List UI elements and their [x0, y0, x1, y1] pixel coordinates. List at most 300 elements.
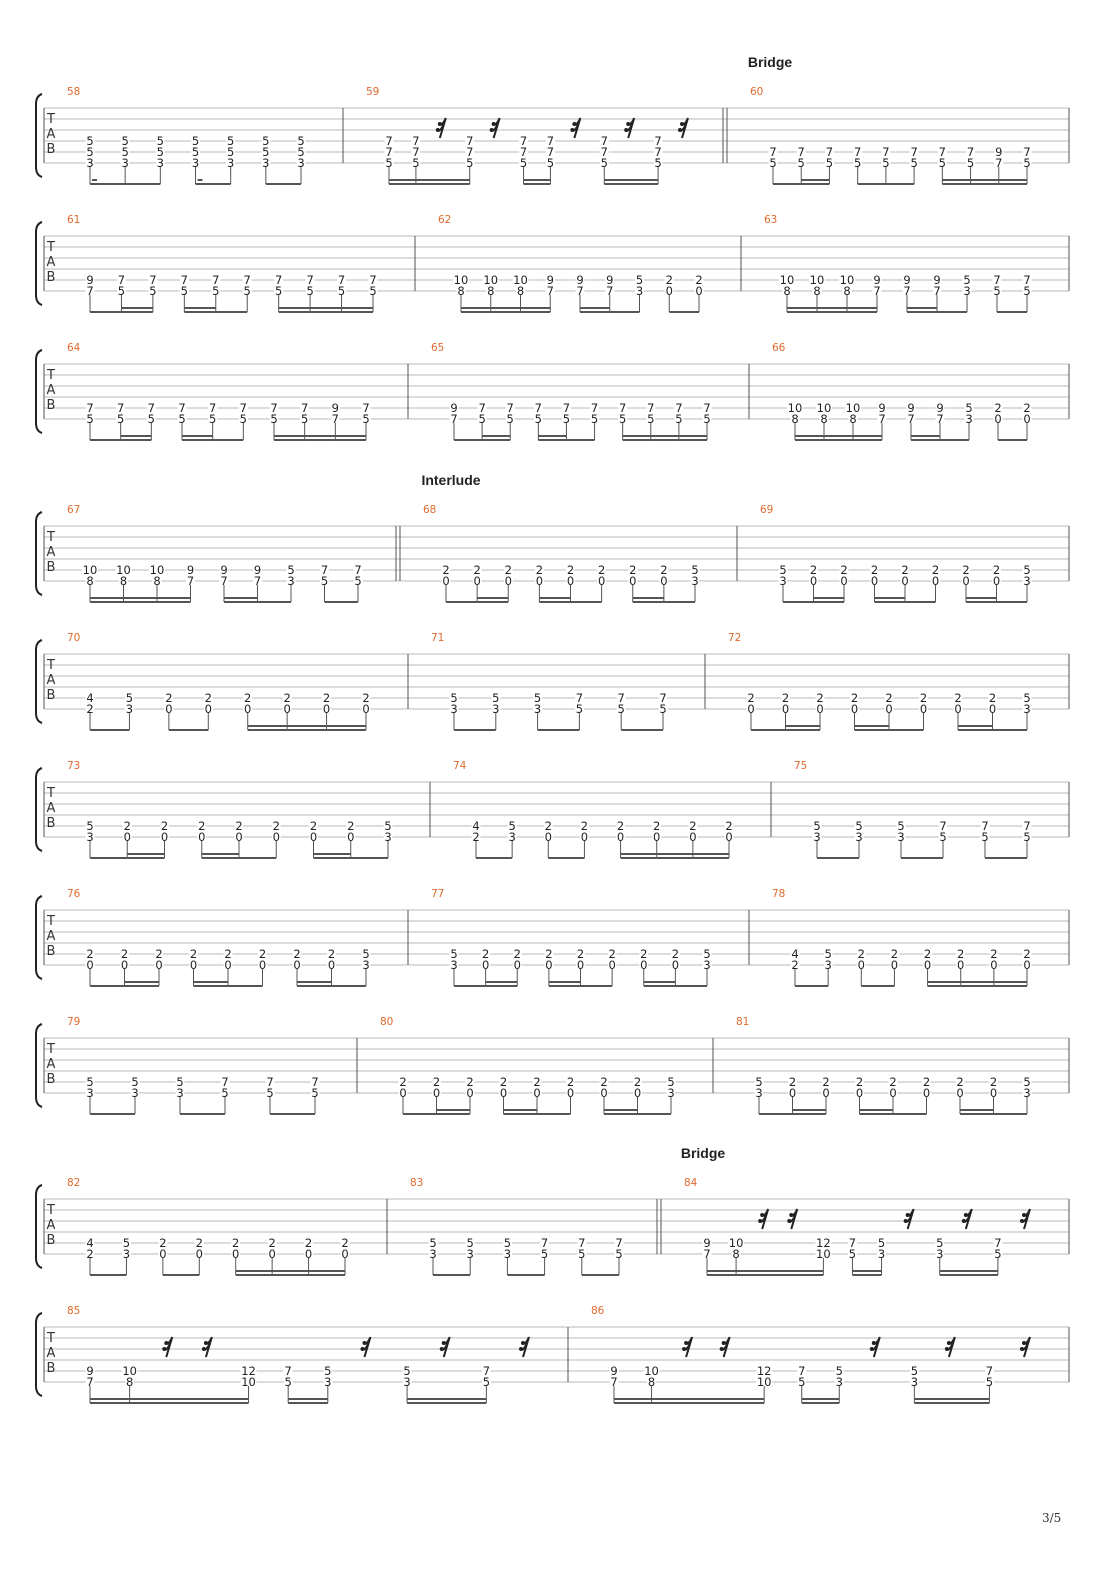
- fret-number: 2: [653, 819, 661, 833]
- fret-number: 7: [270, 401, 278, 415]
- fret-number: 7: [117, 401, 125, 415]
- fret-number: 5: [508, 819, 516, 833]
- fret-number: 7: [149, 273, 157, 287]
- fret-number: 2: [189, 947, 198, 961]
- fret-number: 0: [671, 958, 680, 972]
- fret-number: 12: [241, 1364, 256, 1378]
- fret-number: 2: [362, 691, 370, 705]
- fret-number: 5: [993, 284, 1001, 298]
- fret-number: 0: [159, 1247, 167, 1261]
- fret-number: 4: [472, 819, 480, 833]
- fret-number: 5: [939, 830, 947, 844]
- fret-number: 3: [86, 830, 94, 844]
- fret-number: 0: [665, 284, 673, 298]
- fret-number: 5: [1023, 563, 1031, 577]
- fret-number: 2: [922, 1075, 931, 1089]
- fret-number: 7: [769, 145, 777, 159]
- fret-number: 5: [86, 145, 94, 159]
- fret-number: 0: [822, 1086, 830, 1100]
- fret-number: 0: [473, 574, 481, 588]
- fret-number: 2: [309, 819, 318, 833]
- sixteenth-rest: [720, 1337, 730, 1357]
- measure-number: 81: [736, 1016, 750, 1028]
- fret-number: 9: [936, 401, 944, 415]
- fret-number: 2: [855, 1075, 864, 1089]
- page-number: 3/5: [1042, 1511, 1062, 1525]
- fret-number: 2: [665, 273, 673, 287]
- fret-number: 2: [857, 947, 865, 961]
- fret-number: 7: [578, 1236, 586, 1250]
- tab-clef-letter: B: [46, 1361, 56, 1376]
- fret-number: 2: [840, 563, 848, 577]
- fret-number: 2: [322, 691, 331, 705]
- fret-number: 8: [732, 1247, 740, 1261]
- fret-number: 5: [362, 947, 370, 961]
- fret-number: 0: [235, 830, 243, 844]
- fret-number: 7: [482, 1364, 491, 1378]
- fret-number: 9: [546, 273, 554, 287]
- fret-number: 10: [122, 1364, 137, 1378]
- fret-number: 7: [882, 145, 890, 159]
- fret-number: 9: [907, 401, 915, 415]
- sixteenth-rest: [904, 1209, 914, 1229]
- tab-clef-letter: A: [46, 1346, 56, 1361]
- fret-number: 7: [576, 284, 584, 298]
- fret-number: 7: [178, 401, 186, 415]
- fret-number: 0: [957, 958, 965, 972]
- fret-number: 3: [533, 702, 542, 716]
- fret-number: 0: [399, 1086, 407, 1100]
- fret-number: 9: [606, 273, 614, 287]
- fret-number: 2: [962, 563, 970, 577]
- fret-number: 3: [297, 156, 305, 170]
- fret-number: 2: [513, 947, 521, 961]
- fret-number: 2: [850, 691, 859, 705]
- fret-number: 2: [198, 819, 206, 833]
- fret-number: 2: [545, 947, 553, 961]
- fret-number: 0: [989, 1086, 998, 1100]
- fret-number: 5: [635, 273, 644, 287]
- fret-number: 2: [600, 1075, 608, 1089]
- fret-number: 10: [845, 401, 861, 415]
- tab-clef-letter: A: [46, 929, 56, 944]
- fret-number: 5: [503, 1236, 512, 1250]
- fret-number: 3: [1023, 574, 1031, 588]
- fret-number: 7: [825, 145, 834, 159]
- fret-number: 0: [809, 574, 818, 588]
- fret-number: 5: [703, 947, 711, 961]
- fret-number: 5: [1023, 284, 1031, 298]
- fret-number: 3: [287, 574, 295, 588]
- fret-number: 2: [1023, 947, 1031, 961]
- fret-number: 7: [212, 273, 220, 287]
- fret-number: 0: [956, 1086, 964, 1100]
- measure-number: 74: [453, 760, 467, 772]
- fret-number: 2: [304, 1236, 313, 1250]
- fret-number: 4: [86, 691, 94, 705]
- fret-number: 9: [86, 273, 94, 287]
- fret-number: 5: [835, 1364, 843, 1378]
- fret-number: 3: [503, 1247, 512, 1261]
- fret-number: 5: [156, 145, 164, 159]
- fret-number: 7: [534, 401, 542, 415]
- fret-number: 7: [209, 401, 217, 415]
- fret-number: 5: [600, 156, 608, 170]
- fret-number: 0: [889, 1086, 897, 1100]
- fret-number: 5: [910, 1364, 919, 1378]
- fret-number: 5: [654, 156, 662, 170]
- fret-number: 7: [450, 412, 458, 426]
- fret-number: 7: [546, 145, 555, 159]
- fret-number: 5: [769, 156, 777, 170]
- fret-number: 0: [232, 1247, 240, 1261]
- fret-number: 2: [992, 563, 1001, 577]
- fret-number: 7: [1023, 819, 1031, 833]
- fret-number: 0: [994, 412, 1002, 426]
- system-bracket: [36, 222, 42, 305]
- fret-number: 2: [499, 1075, 508, 1089]
- fret-number: 2: [86, 947, 94, 961]
- fret-number: 10: [816, 401, 832, 415]
- fret-number: 5: [1023, 156, 1031, 170]
- fret-number: 5: [936, 1236, 944, 1250]
- fret-number: 2: [544, 819, 552, 833]
- fret-number: 5: [466, 156, 474, 170]
- fret-number: 2: [195, 1236, 203, 1250]
- fret-number: 7: [590, 401, 599, 415]
- fret-number: 7: [654, 134, 662, 148]
- system-bracket: [36, 768, 42, 851]
- fret-number: 5: [755, 1075, 763, 1089]
- fret-number: 3: [855, 830, 863, 844]
- fret-number: 7: [275, 273, 283, 287]
- fret-number: 7: [654, 145, 662, 159]
- measure-number: 66: [772, 342, 786, 354]
- tab-clef-letter: B: [46, 1072, 56, 1087]
- measure-number: 69: [760, 504, 774, 516]
- fret-number: 8: [849, 412, 857, 426]
- fret-number: 5: [86, 819, 94, 833]
- fret-number: 2: [232, 1236, 240, 1250]
- sixteenth-rest: [162, 1337, 172, 1357]
- fret-number: 2: [689, 819, 697, 833]
- fret-number: 8: [487, 284, 495, 298]
- fret-number: 7: [873, 284, 881, 298]
- fret-number: 8: [153, 574, 161, 588]
- measure-number: 70: [67, 632, 81, 644]
- fret-number: 7: [540, 1236, 549, 1250]
- fret-number: 5: [191, 145, 200, 159]
- fret-number: 2: [629, 563, 637, 577]
- fret-number: 3: [691, 574, 699, 588]
- measure-number: 59: [366, 86, 380, 98]
- system-bracket: [36, 350, 42, 433]
- fret-number: 7: [86, 284, 94, 298]
- fret-number: 0: [919, 702, 928, 716]
- fret-number: 7: [1023, 273, 1031, 287]
- fret-number: 3: [121, 156, 129, 170]
- fret-number: 5: [243, 284, 251, 298]
- fret-number: 7: [981, 819, 989, 833]
- fret-number: 10: [816, 1247, 831, 1261]
- fret-number: 0: [992, 574, 1001, 588]
- fret-number: 3: [156, 156, 164, 170]
- fret-number: 7: [284, 1364, 292, 1378]
- fret-number: 7: [243, 273, 251, 287]
- fret-number: 0: [481, 958, 490, 972]
- fret-number: 5: [938, 156, 946, 170]
- fret-number: 7: [600, 134, 608, 148]
- fret-number: 0: [781, 702, 790, 716]
- fret-number: 5: [824, 947, 832, 961]
- fret-number: 3: [324, 1375, 332, 1389]
- fret-number: 2: [442, 563, 450, 577]
- fret-number: 5: [848, 1247, 857, 1261]
- fret-number: 7: [610, 1375, 618, 1389]
- fret-number: 7: [854, 145, 862, 159]
- system-bracket: [36, 1313, 42, 1396]
- fret-number: 9: [610, 1364, 618, 1378]
- fret-number: 2: [954, 691, 962, 705]
- fret-number: 5: [506, 412, 514, 426]
- fret-number: 9: [933, 273, 941, 287]
- sixteenth-rest: [787, 1209, 797, 1229]
- fret-number: 7: [703, 1247, 711, 1261]
- section-label: Bridge: [680, 1145, 726, 1161]
- fret-number: 7: [354, 563, 362, 577]
- fret-number: 5: [227, 145, 235, 159]
- fret-number: 0: [327, 958, 336, 972]
- fret-number: 5: [963, 273, 971, 287]
- fret-number: 9: [86, 1364, 94, 1378]
- system-bracket: [36, 94, 42, 177]
- fret-number: 5: [86, 412, 94, 426]
- fret-number: 7: [519, 145, 528, 159]
- fret-number: 0: [629, 574, 637, 588]
- measure-number: 71: [431, 632, 445, 644]
- fret-number: 0: [608, 958, 616, 972]
- fret-number: 0: [283, 702, 291, 716]
- fret-number: 5: [117, 412, 125, 426]
- fret-number: 3: [403, 1375, 411, 1389]
- fret-number: 0: [442, 574, 450, 588]
- fret-number: 0: [544, 830, 552, 844]
- fret-number: 0: [189, 958, 198, 972]
- fret-number: 8: [647, 1375, 656, 1389]
- fret-number: 5: [994, 1247, 1002, 1261]
- tab-clef-letter: A: [46, 1218, 56, 1233]
- sixteenth-rest: [490, 118, 500, 138]
- fret-number: 2: [293, 947, 301, 961]
- fret-number: 7: [907, 412, 915, 426]
- fret-number: 0: [840, 574, 848, 588]
- fret-number: 7: [117, 273, 126, 287]
- fret-number: 5: [125, 691, 134, 705]
- fret-number: 7: [675, 401, 683, 415]
- fret-number: 0: [341, 1247, 349, 1261]
- fret-number: 10: [82, 563, 98, 577]
- sixteenth-rest: [1020, 1209, 1030, 1229]
- fret-number: 5: [882, 156, 890, 170]
- measure-number: 62: [438, 214, 452, 226]
- fret-number: 7: [647, 401, 655, 415]
- fret-number: 5: [825, 156, 834, 170]
- fret-number: 0: [535, 574, 544, 588]
- fret-number: 2: [747, 691, 755, 705]
- fret-number: 5: [403, 1364, 411, 1378]
- fret-number: 10: [839, 273, 855, 287]
- fret-number: 2: [990, 947, 998, 961]
- tab-clef-letter: B: [46, 398, 56, 413]
- fret-number: 0: [293, 958, 301, 972]
- fret-number: 5: [897, 819, 905, 833]
- fret-number: 5: [320, 574, 329, 588]
- fret-number: 10: [513, 273, 528, 287]
- system-bracket: [36, 640, 42, 723]
- fret-number: 7: [848, 1236, 857, 1250]
- fret-number: 3: [492, 702, 500, 716]
- fret-number: 7: [994, 1236, 1002, 1250]
- measure-number: 80: [380, 1016, 394, 1028]
- fret-number: 2: [919, 691, 928, 705]
- fret-number: 3: [362, 958, 370, 972]
- fret-number: 3: [963, 284, 971, 298]
- tab-clef-letter: B: [46, 816, 56, 831]
- system-bracket: [36, 896, 42, 979]
- fret-number: 2: [86, 1247, 94, 1261]
- fret-number: 0: [224, 958, 232, 972]
- tab-clef-letter: A: [46, 1057, 56, 1072]
- fret-number: 3: [262, 156, 270, 170]
- measure-number: 72: [728, 632, 742, 644]
- measure-number: 83: [410, 1177, 424, 1189]
- fret-number: 7: [910, 145, 918, 159]
- fret-number: 2: [160, 819, 169, 833]
- fret-number: 5: [180, 284, 188, 298]
- fret-number: 0: [653, 830, 661, 844]
- measure-number: 75: [794, 760, 808, 772]
- fret-number: 5: [450, 947, 458, 961]
- fret-number: 8: [783, 284, 791, 298]
- fret-number: 0: [990, 958, 998, 972]
- fret-number: 8: [843, 284, 851, 298]
- fret-number: 3: [824, 958, 832, 972]
- measure-number: 84: [684, 1177, 698, 1189]
- fret-number: 2: [816, 691, 824, 705]
- fret-number: 10: [116, 563, 131, 577]
- fret-number: 0: [272, 830, 280, 844]
- fret-number: 5: [1023, 1075, 1031, 1089]
- fret-number: 0: [322, 702, 331, 716]
- fret-number: 2: [473, 563, 481, 577]
- fret-number: 2: [399, 1075, 407, 1089]
- fret-number: 0: [725, 830, 733, 844]
- fret-number: 7: [220, 574, 228, 588]
- fret-number: 5: [797, 156, 805, 170]
- fret-number: 9: [186, 563, 195, 577]
- fret-number: 5: [854, 156, 862, 170]
- fret-number: 5: [354, 574, 362, 588]
- fret-number: 8: [813, 284, 821, 298]
- sixteenth-rest: [1020, 1337, 1030, 1357]
- fret-number: 7: [1023, 145, 1031, 159]
- fret-number: 3: [429, 1247, 437, 1261]
- fret-number: 0: [788, 1086, 797, 1100]
- fret-number: 0: [258, 958, 267, 972]
- measure-number: 61: [67, 214, 81, 226]
- measure-number: 82: [67, 1177, 81, 1189]
- fret-number: 3: [86, 1086, 94, 1100]
- fret-number: 2: [268, 1236, 276, 1250]
- fret-number: 0: [304, 1247, 313, 1261]
- fret-number: 5: [122, 1236, 131, 1250]
- fret-number: 8: [791, 412, 799, 426]
- fret-number: 7: [478, 401, 486, 415]
- fret-number: 0: [580, 830, 589, 844]
- fret-number: 0: [870, 574, 879, 588]
- tab-clef-letter: B: [46, 142, 56, 157]
- fret-number: 5: [385, 156, 393, 170]
- fret-number: 7: [253, 574, 262, 588]
- fret-number: 0: [600, 1086, 608, 1100]
- fret-number: 5: [546, 156, 555, 170]
- fret-number: 2: [535, 563, 544, 577]
- fret-number: 2: [885, 691, 893, 705]
- fret-number: 5: [270, 412, 278, 426]
- fret-number: 0: [816, 702, 824, 716]
- fret-number: 3: [450, 702, 458, 716]
- fret-number: 2: [472, 830, 480, 844]
- fret-number: 9: [331, 401, 339, 415]
- fret-number: 2: [341, 1236, 349, 1250]
- fret-number: 3: [877, 1247, 886, 1261]
- fret-number: 7: [221, 1075, 229, 1089]
- fret-number: 0: [268, 1247, 276, 1261]
- fret-number: 7: [331, 412, 339, 426]
- fret-number: 7: [412, 145, 420, 159]
- fret-number: 2: [235, 819, 243, 833]
- fret-number: 5: [798, 1375, 806, 1389]
- fret-number: 10: [241, 1375, 256, 1389]
- fret-number: 0: [747, 702, 755, 716]
- sixteenth-rest: [436, 118, 446, 138]
- system-bracket: [36, 512, 42, 595]
- fret-number: 2: [870, 563, 879, 577]
- fret-number: 5: [981, 830, 989, 844]
- fret-number: 5: [578, 1247, 586, 1261]
- fret-number: 5: [691, 563, 699, 577]
- fret-number: 2: [725, 819, 733, 833]
- fret-number: 3: [122, 1247, 131, 1261]
- fret-number: 2: [1023, 401, 1031, 415]
- fret-number: 7: [903, 284, 911, 298]
- fret-number: 2: [86, 702, 94, 716]
- tab-clef-letter: T: [47, 240, 55, 255]
- fret-number: 0: [922, 1086, 931, 1100]
- fret-number: 2: [566, 1075, 575, 1089]
- fret-number: 9: [220, 563, 228, 577]
- fret-number: 5: [337, 284, 346, 298]
- fret-number: 2: [533, 1075, 541, 1089]
- fret-number: 0: [566, 1086, 575, 1100]
- fret-number: 3: [86, 156, 94, 170]
- sixteenth-rest: [945, 1337, 955, 1357]
- sixteenth-rest: [202, 1337, 212, 1357]
- fret-number: 8: [86, 574, 94, 588]
- measure-number: 86: [591, 1305, 605, 1317]
- measure-number: 63: [764, 214, 778, 226]
- fret-number: 7: [147, 401, 155, 415]
